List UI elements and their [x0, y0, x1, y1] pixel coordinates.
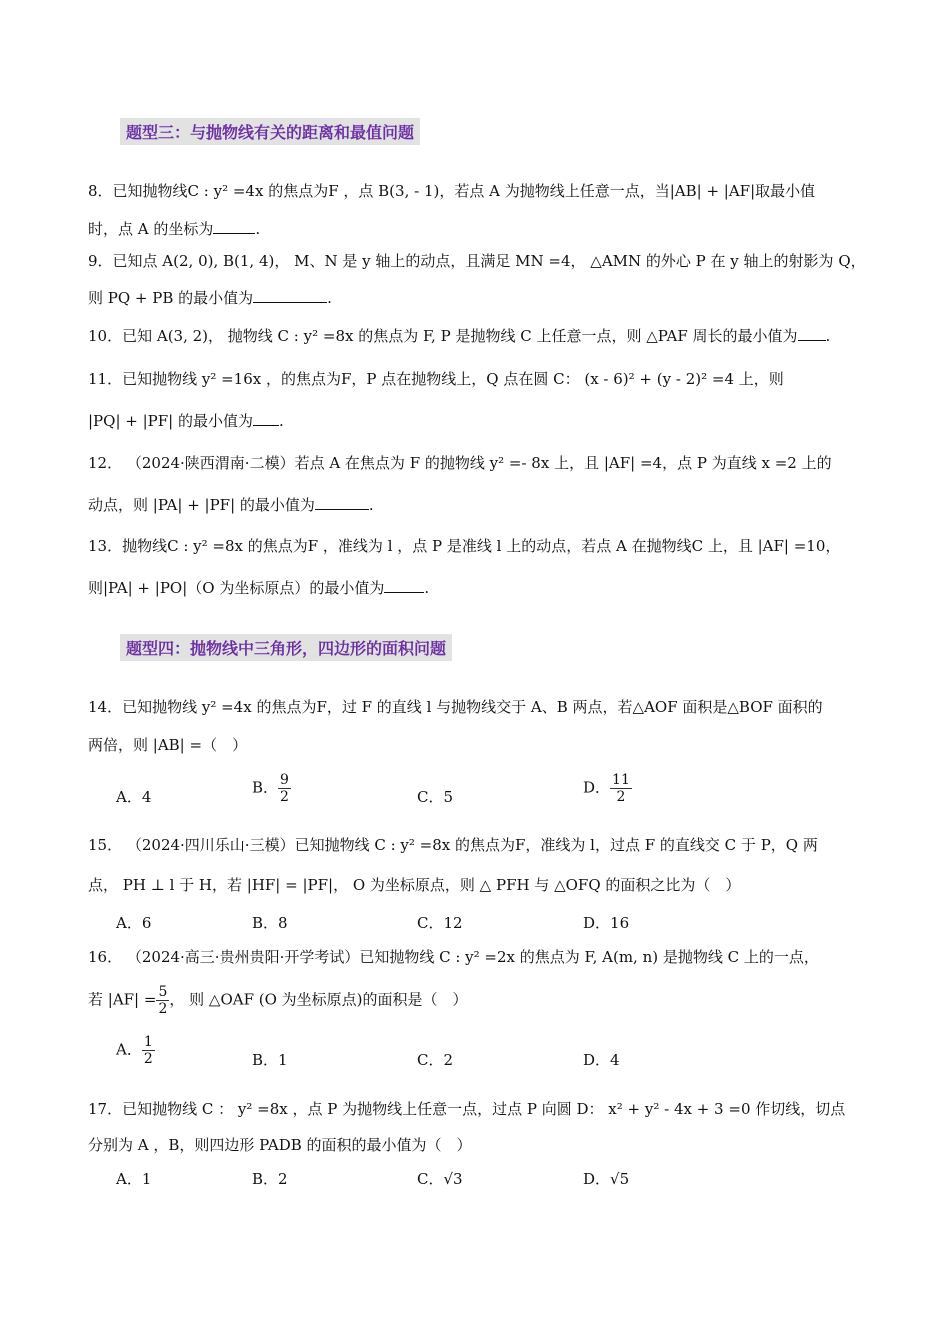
q16-option-a-label: A． — [116, 1040, 142, 1059]
q14-d-den: 2 — [616, 789, 626, 805]
q15-option-d: D．16 — [583, 914, 630, 932]
q14-option-d — [583, 772, 632, 805]
q14-option-d-label: D． — [583, 778, 611, 797]
q14-line1: 14．已知抛物线 y² =4x 的焦点为F，过 F 的直线 l 与抛物线交于 A、B 两点，若△AOF 面积是△BOF 面积的 — [88, 698, 823, 716]
q16-fraction — [156, 984, 169, 1017]
q9-line2: 则 PQ + PB 的最小值为 . — [88, 289, 332, 307]
q14-b-num: 9 — [280, 772, 289, 788]
q14-option-b-label: B． — [252, 778, 279, 797]
q14-line2: 两倍，则 |AB| =（ ） — [88, 736, 248, 754]
q17-option-b: B．2 — [252, 1170, 288, 1188]
q12-line2-text: 动点，则 |PA| + |PF| 的最小值为 — [88, 496, 315, 514]
q16-option-a-fraction — [142, 1034, 155, 1067]
q15-option-b: B．8 — [252, 914, 288, 932]
q16-option-a — [116, 1034, 155, 1067]
q14-option-a: A．4 — [116, 788, 152, 806]
q12-line1: 12． （2024·陕西渭南·二模）若点 A 在焦点为 F 的抛物线 y² =- 8x 上，且 |AF| =4，点 P 为直线 x =2 上的 — [88, 454, 832, 472]
q16-line1: 16． （2024·高三·贵州贵阳·开学考试）已知抛物线 C : y² =2x 的焦点为 F, A(m, n) 是抛物线 C 上的一点， — [88, 948, 819, 966]
q15-option-a: A．6 — [116, 914, 152, 932]
q15-line1: 15． （2024·四川乐山·三模）已知抛物线 C : y² =8x 的焦点为F，准线为 l，过点 F 的直线交 C 于 P，Q 两 — [88, 836, 818, 854]
q16-frac-den: 2 — [158, 1001, 168, 1017]
q17-option-a: A．1 — [116, 1170, 152, 1188]
q15-line2: 点， PH ⊥ l 于 H，若 |HF| = |PF|， O 为坐标原点，则 △ PFH 与 △OFQ 的面积之比为（ ） — [88, 876, 741, 894]
q10-line1-text: 10．已知 A(3, 2)， 抛物线 C : y² =8x 的焦点为 F, P 是抛物线 C 上任意一点，则 △PAF 周长的最小值为 — [88, 327, 798, 345]
q14-option-c: C．5 — [417, 788, 454, 806]
q11-line1: 11．已知抛物线 y² =16x ，的焦点为F，P 点在抛物线上，Q 点在圆 C： (x - 6)² + (y - 2)² =4 上，则 — [88, 370, 784, 388]
q13-line1: 13．抛物线C : y² =8x 的焦点为F ，准线为 l ，点 P 是准线 l 上的动点，若点 A 在抛物线C 上，且 |AF| =10， — [88, 537, 841, 555]
q14-option-b — [252, 772, 291, 805]
q16-line2-a: 若 |AF| = — [88, 990, 157, 1009]
q13-line2-text: 则|PA| + |PO|（O 为坐标原点）的最小值为 — [88, 579, 385, 597]
q16-option-d: D．4 — [583, 1051, 620, 1069]
q16-option-b: B．1 — [252, 1051, 288, 1069]
q8-line2: 时，点 A 的坐标为 . — [88, 220, 261, 238]
q16-line2-b: ， 则 △OAF (O 为坐标原点)的面积是（ ） — [169, 990, 468, 1009]
q17-line2: 分别为 A ，B，则四边形 PADB 的面积的最小值为（ ） — [88, 1136, 472, 1154]
q14-option-d-fraction — [610, 772, 632, 805]
q11-line2: |PQ| + |PF| 的最小值为 . — [88, 412, 284, 430]
q8-line2-text: 时，点 A 的坐标为 — [88, 220, 214, 238]
q9-line2-text: 则 PQ + PB 的最小值为 — [88, 289, 254, 307]
q14-b-den: 2 — [280, 789, 289, 805]
q17-option-c: C．√3 — [417, 1170, 463, 1188]
q16-a-den: 2 — [143, 1051, 153, 1067]
section-title-4: 题型四：抛物线中三角形，四边形的面积问题 — [120, 634, 452, 661]
q16-frac-num: 5 — [158, 984, 168, 1000]
q10-line1: 10．已知 A(3, 2)， 抛物线 C : y² =8x 的焦点为 F, P 是抛物线 C 上任意一点，则 △PAF 周长的最小值为 . — [88, 327, 831, 345]
q14-option-b-fraction — [278, 772, 291, 805]
q16-option-c: C．2 — [417, 1051, 454, 1069]
q16-line2 — [88, 984, 468, 1017]
q14-d-num: 11 — [612, 772, 630, 788]
q15-option-c: C．12 — [417, 914, 463, 932]
q17-line1: 17．已知抛物线 C ： y² =8x ，点 P 为抛物线上任意一点，过点 P 向圆 D： x² + y² - 4x + 3 =0 作切线，切点 — [88, 1100, 846, 1118]
q17-option-d: D．√5 — [583, 1170, 630, 1188]
q16-a-num: 1 — [143, 1034, 153, 1050]
q12-line2: 动点，则 |PA| + |PF| 的最小值为 . — [88, 496, 374, 514]
q8-line1: 8．已知抛物线C : y² =4x 的焦点为F ，点 B(3, - 1)，若点 A 为抛物线上任意一点，当|AB| + |AF|取最小值 — [88, 182, 816, 200]
q13-line2: 则|PA| + |PO|（O 为坐标原点）的最小值为 . — [88, 579, 430, 597]
section-title-3: 题型三：与抛物线有关的距离和最值问题 — [120, 118, 420, 145]
q9-line1: 9．已知点 A(2, 0), B(1, 4)， M、N 是 y 轴上的动点，且满足 MN =4， △AMN 的外心 P 在 y 轴上的射影为 Q， — [88, 252, 866, 270]
q11-line2-text: |PQ| + |PF| 的最小值为 — [88, 412, 253, 430]
